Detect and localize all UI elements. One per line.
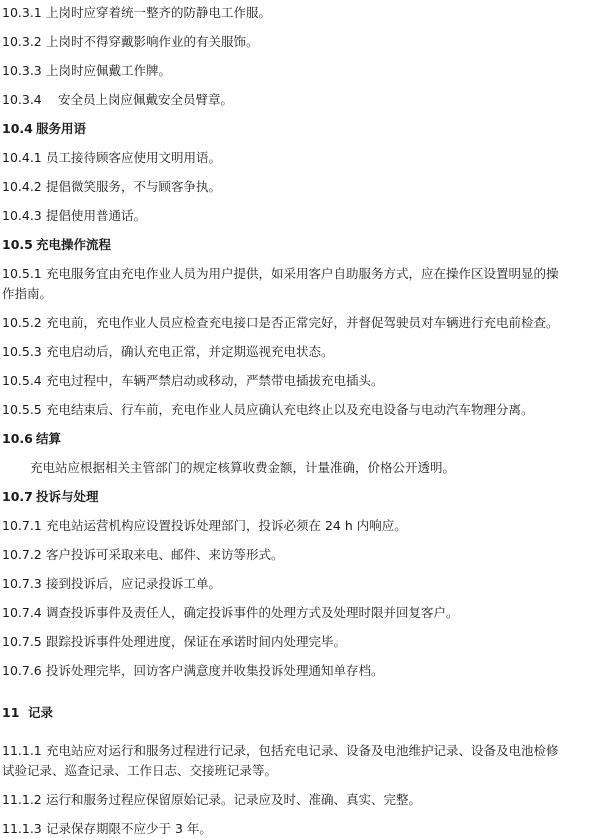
clause-text: 跟踪投诉事件处理进度，保证在承诺时间内处理完毕。 [46,634,347,649]
clause-10-3-2 [0,33,592,51]
clause-10-5-1-continued [0,285,592,303]
section-number: 10.7 [2,489,33,504]
clause-number: 10.5.3 [2,344,42,359]
clause-text: 客户投诉可采取来电、邮件、来访等形式。 [46,547,284,562]
clause-number: 10.7.3 [2,576,42,591]
clause-number: 10.3.4 [2,92,42,107]
clause-text: 投诉处理完毕，回访客户满意度并收集投诉处理通知单存档。 [46,663,384,678]
clause-text: 安全员上岗应佩戴安全员臂章。 [54,92,233,107]
clause-text: 试验记录、巡查记录、工作日志、交接班记录等。 [2,763,278,778]
clause-number: 10.3.2 [2,34,42,49]
clause-10-7-5 [0,633,592,651]
clause-10-5-3 [0,343,592,361]
clause-number: 11.1.2 [2,792,42,807]
clause-text: 记录保存期限不应少于 3 年。 [46,821,212,836]
clause-10-4-1 [0,149,592,167]
section-number: 10.4 [2,121,33,136]
clause-11-1-1 [0,742,592,760]
section-10-4-heading [0,120,592,138]
section-number: 10.5 [2,237,33,252]
clause-text: 充电服务宜由充电作业人员为用户提供，如采用客户自助服务方式，应在操作区设置明显的操 [46,266,559,281]
clause-10-4-3 [0,207,592,225]
clause-number: 10.5.1 [2,266,42,281]
clause-text: 上岗时不得穿戴影响作业的有关服饰。 [46,34,259,49]
section-title: 记录 [28,705,54,720]
section-number: 10.6 [2,431,33,446]
clause-10-7-2 [0,546,592,564]
section-10-5-heading [0,236,592,254]
clause-text: 提倡使用普通话。 [46,208,147,223]
clause-text: 提倡微笑服务，不与顾客争执。 [46,179,222,194]
clause-10-5-1 [0,265,592,283]
clause-number: 11.1.1 [2,743,42,758]
clause-10-3-4 [0,91,592,109]
clause-number: 10.7.6 [2,663,42,678]
clause-number: 10.7.2 [2,547,42,562]
clause-text: 运行和服务过程应保留原始记录。记录应及时、准确、真实、完整。 [46,792,422,807]
paragraph-text: 充电站应根据相关主管部门的规定核算收费金额，计量准确，价格公开透明。 [30,460,456,475]
section-number: 11 [2,705,20,720]
clause-10-5-4 [0,372,592,390]
clause-text: 作指南。 [2,286,53,301]
section-10-6-heading [0,430,592,448]
clause-11-1-3 [0,820,592,838]
clause-text: 上岗时应佩戴工作牌。 [46,63,172,78]
section-title: 服务用语 [36,121,87,136]
clause-number: 10.5.5 [2,402,42,417]
clause-number: 10.7.1 [2,518,42,533]
section-title: 投诉与处理 [36,489,99,504]
clause-11-1-2 [0,791,592,809]
clause-text: 充电站应对运行和服务过程进行记录，包括充电记录、设备及电池维护记录、设备及电池检修 [46,743,559,758]
clause-number: 10.4.1 [2,150,42,165]
clause-10-7-3 [0,575,592,593]
section-title: 充电操作流程 [36,237,112,252]
clause-10-3-1 [0,4,592,22]
clause-10-7-1 [0,517,592,535]
clause-number: 10.3.1 [2,5,42,20]
clause-text: 充电站运营机构应设置投诉处理部门，投诉必须在 24 h 内响应。 [46,518,407,533]
clause-number: 10.7.4 [2,605,42,620]
clause-text: 员工接待顾客应使用文明用语。 [46,150,222,165]
clause-number: 10.5.4 [2,373,42,388]
clause-number: 11.1.3 [2,821,42,836]
clause-11-1-1-continued [0,762,592,780]
clause-text: 充电前，充电作业人员应检查充电接口是否正常完好，并督促驾驶员对车辆进行充电前检查。 [46,315,559,330]
clause-number: 10.5.2 [2,315,42,330]
section-title: 结算 [36,431,62,446]
clause-text: 接到投诉后，应记录投诉工单。 [46,576,222,591]
clause-number: 10.4.3 [2,208,42,223]
section-10-7-heading [0,488,592,506]
clause-number: 10.4.2 [2,179,42,194]
section-11-heading [0,704,592,722]
clause-10-3-3 [0,62,592,80]
clause-number: 10.7.5 [2,634,42,649]
clause-10-5-2 [0,314,592,332]
clause-text: 充电启动后，确认充电正常，并定期巡视充电状态。 [46,344,334,359]
clause-10-5-5 [0,401,592,419]
clause-10-7-6 [0,662,592,680]
clause-10-4-2 [0,178,592,196]
clause-text: 充电过程中，车辆严禁启动或移动，严禁带电插拔充电插头。 [46,373,384,388]
settlement-paragraph [0,459,592,477]
clause-text: 调查投诉事件及责任人，确定投诉事件的处理方式及处理时限并回复客户。 [46,605,459,620]
clause-number: 10.3.3 [2,63,42,78]
clause-text: 上岗时应穿着统一整齐的防静电工作服。 [46,5,272,20]
clause-text: 充电结束后、行车前，充电作业人员应确认充电终止以及充电设备与电动汽车物理分离。 [46,402,534,417]
clause-10-7-4 [0,604,592,622]
